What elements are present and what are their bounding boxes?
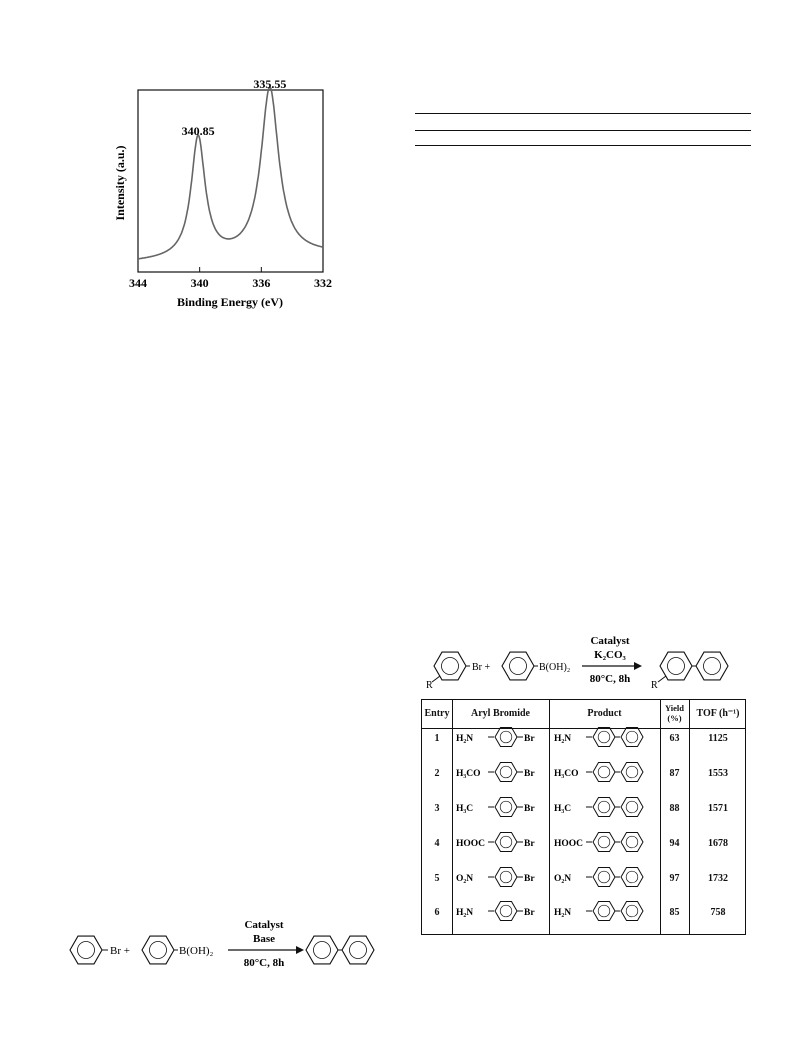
cell-tof: 758 <box>710 907 726 918</box>
reaction-scheme-1 <box>60 918 390 978</box>
product-structure <box>552 864 658 890</box>
cell-tof: 1732 <box>708 873 728 884</box>
cell-entry: 4 <box>434 838 440 849</box>
svg-text:Br: Br <box>524 804 535 814</box>
conditions: 80°C, 8h <box>243 957 285 969</box>
benzene-ring <box>70 936 102 964</box>
y-axis-label: Intensity (a.u.) <box>113 145 127 221</box>
aryl-bromide-structure <box>454 864 548 890</box>
table-rule-mid <box>415 130 751 131</box>
cell-tof: 1571 <box>708 803 728 814</box>
cell-yield: 63 <box>669 733 680 744</box>
bromide-plus: Br + <box>472 662 491 673</box>
reaction-scheme-2 <box>420 632 750 692</box>
xps-chart <box>108 77 348 328</box>
svg-text:Br: Br <box>524 874 535 884</box>
product-structure <box>552 724 658 750</box>
svg-text:Br: Br <box>524 734 535 744</box>
svg-text:O₂N: O₂N <box>456 874 474 884</box>
svg-text:H₂N: H₂N <box>554 908 572 918</box>
benzene-ring <box>142 936 174 964</box>
x-tick-label: 336 <box>252 276 271 290</box>
svg-text:Br: Br <box>524 769 535 779</box>
svg-text:Br: Br <box>524 908 535 918</box>
benzene-ring <box>502 652 534 680</box>
cell-yield: 88 <box>669 803 680 814</box>
header-entry: Entry <box>424 708 450 719</box>
biphenyl-product <box>660 652 728 680</box>
biphenyl-product <box>306 936 374 964</box>
peak-label: 335.55 <box>253 77 287 91</box>
svg-text:H₂N: H₂N <box>554 734 572 744</box>
header-aryl-bromide: Aryl Bromide <box>471 708 530 719</box>
svg-text:H₃C: H₃C <box>554 804 572 814</box>
r-group: R <box>426 680 433 691</box>
cell-yield: 97 <box>669 873 680 884</box>
x-tick-label: 344 <box>129 276 147 290</box>
header-product: Product <box>587 708 622 719</box>
header-yield: Yield (%) <box>664 703 685 723</box>
spectrum-line <box>138 88 323 259</box>
aryl-bromide-structure <box>454 759 548 785</box>
header-tof: TOF (h⁻¹) <box>696 708 740 719</box>
cell-entry: 1 <box>434 733 440 744</box>
cell-entry: 5 <box>434 873 440 884</box>
boronic-acid: B(OH)₂ <box>179 945 214 957</box>
cell-entry: 6 <box>434 907 440 918</box>
conditions: 80°C, 8h <box>589 673 631 685</box>
table-rule-top <box>415 113 751 114</box>
product-structure <box>552 898 658 924</box>
cell-entry: 3 <box>434 803 440 814</box>
svg-text:O₂N: O₂N <box>554 874 572 884</box>
reagent-catalyst: Catalyst <box>590 635 630 647</box>
svg-text:H₃C: H₃C <box>456 804 474 814</box>
x-tick-label: 332 <box>314 276 332 290</box>
svg-text:HOOC: HOOC <box>554 839 584 849</box>
svg-text:HOOC: HOOC <box>456 839 486 849</box>
plot-frame <box>138 90 323 272</box>
table-rule-bottom <box>415 145 751 146</box>
product-structure <box>552 759 658 785</box>
peak-label: 340.85 <box>181 124 215 139</box>
svg-text:H₂N: H₂N <box>456 908 474 918</box>
aryl-bromide-structure <box>454 829 548 855</box>
reagent-k2co3: K₂CO₃ <box>594 649 626 661</box>
aryl-bromide-structure <box>454 898 548 924</box>
aryl-bromide-structure <box>454 794 548 820</box>
r-group: R <box>651 680 658 691</box>
svg-text:H₃CO: H₃CO <box>456 769 481 779</box>
x-axis-label: Binding Energy (eV) <box>176 295 284 309</box>
reagent-base: Base <box>253 933 275 945</box>
results-table <box>421 699 746 935</box>
cell-tof: 1125 <box>708 733 728 744</box>
cell-yield: 87 <box>669 768 680 779</box>
bromide-plus: Br + <box>110 945 130 957</box>
x-tick-label: 340 <box>190 276 209 290</box>
boronic-acid: B(OH)₂ <box>539 662 571 673</box>
svg-text:Br: Br <box>524 839 535 849</box>
svg-text:H₂N: H₂N <box>456 734 474 744</box>
cell-entry: 2 <box>434 768 440 779</box>
cell-tof: 1678 <box>708 838 728 849</box>
reagent-catalyst: Catalyst <box>244 919 284 931</box>
product-structure <box>552 829 658 855</box>
cell-yield: 94 <box>669 838 680 849</box>
svg-text:H₃CO: H₃CO <box>554 769 579 779</box>
aryl-bromide-structure <box>454 724 548 750</box>
cell-tof: 1553 <box>708 768 728 779</box>
substituted-benzene-ring <box>434 652 466 680</box>
cell-yield: 85 <box>669 907 680 918</box>
product-structure <box>552 794 658 820</box>
